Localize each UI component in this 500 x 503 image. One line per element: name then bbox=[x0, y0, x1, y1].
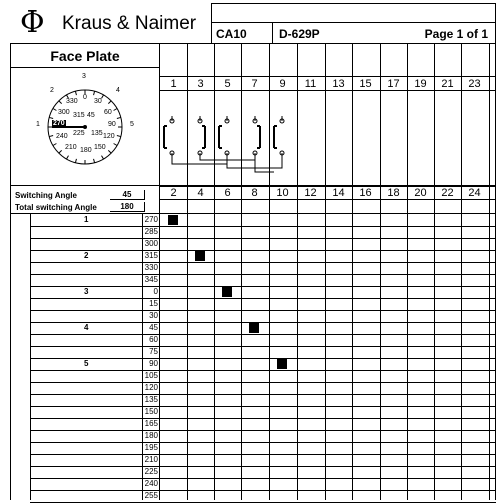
dial-angle-highlight: 270 bbox=[53, 120, 65, 127]
dial-angle: 45 bbox=[87, 112, 95, 119]
page-indicator: Page 1 of 1 bbox=[424, 27, 488, 41]
face-plate-dial bbox=[30, 70, 140, 180]
angle-value: 135 bbox=[144, 395, 158, 404]
contact-closed-marker bbox=[195, 251, 205, 261]
contact-number-bottom: 8 bbox=[251, 187, 258, 199]
dial-angle: 150 bbox=[94, 144, 106, 151]
switching-angle-label: Switching Angle bbox=[15, 191, 77, 200]
angle-value: 195 bbox=[144, 443, 158, 452]
total-switching-angle-value: 180 bbox=[110, 202, 145, 212]
face-plate-title: Face Plate bbox=[50, 48, 120, 64]
contact-number-top: 9 bbox=[279, 78, 286, 90]
position-label-5: 5 bbox=[130, 121, 134, 128]
contact-number-top: 3 bbox=[197, 78, 204, 90]
dial-angle: 120 bbox=[103, 133, 115, 140]
angle-value: 45 bbox=[149, 323, 158, 332]
contact-number-top: 19 bbox=[414, 78, 427, 90]
dial-angle: 30 bbox=[94, 98, 102, 105]
dial-angle: 240 bbox=[56, 133, 68, 140]
angle-value: 330 bbox=[144, 263, 158, 272]
contact-closed-marker bbox=[249, 323, 259, 333]
position-number: 5 bbox=[84, 359, 89, 368]
dial-angle: 135 bbox=[91, 130, 103, 137]
position-number: 1 bbox=[84, 215, 89, 224]
angle-value: 180 bbox=[144, 431, 158, 440]
dial-angle: 60 bbox=[104, 109, 112, 116]
contact-number-top: 7 bbox=[251, 78, 258, 90]
contact-number-bottom: 2 bbox=[170, 187, 177, 199]
contact-number-bottom: 4 bbox=[197, 187, 204, 199]
contact-closed-marker bbox=[168, 215, 178, 225]
contact-number-bottom: 20 bbox=[414, 187, 427, 199]
angle-value: 315 bbox=[144, 251, 158, 260]
angle-value: 0 bbox=[153, 287, 158, 296]
contact-number-top: 17 bbox=[387, 78, 400, 90]
drawing-number: D-629P bbox=[279, 27, 320, 41]
dial-angle: 0 bbox=[83, 94, 87, 101]
angle-value: 105 bbox=[144, 371, 158, 380]
dial-angle: 300 bbox=[58, 109, 70, 116]
angle-value: 60 bbox=[149, 335, 158, 344]
contact-number-top: 11 bbox=[304, 78, 317, 90]
position-number: 3 bbox=[84, 287, 89, 296]
position-label-3: 3 bbox=[82, 73, 86, 80]
contact-number-bottom: 16 bbox=[359, 187, 372, 199]
angle-value: 255 bbox=[144, 491, 158, 500]
angle-value: 300 bbox=[144, 239, 158, 248]
angle-value: 225 bbox=[144, 467, 158, 476]
dial-angle: 330 bbox=[66, 98, 78, 105]
angle-value: 270 bbox=[144, 215, 158, 224]
dial-angle: 315 bbox=[73, 112, 85, 119]
contact-number-bottom: 22 bbox=[441, 187, 454, 199]
contact-closed-marker bbox=[222, 287, 232, 297]
contact-number-bottom: 12 bbox=[304, 187, 317, 199]
angle-value: 75 bbox=[149, 347, 158, 356]
contact-number-bottom: 14 bbox=[332, 187, 345, 199]
angle-value: 345 bbox=[144, 275, 158, 284]
contact-number-bottom: 10 bbox=[276, 187, 289, 199]
angle-value: 120 bbox=[144, 383, 158, 392]
angle-value: 90 bbox=[149, 359, 158, 368]
angle-value: 30 bbox=[149, 311, 158, 320]
position-number: 4 bbox=[84, 323, 89, 332]
dial-angle: 225 bbox=[73, 130, 85, 137]
logo-symbol: Φ bbox=[20, 5, 45, 40]
model-number: CA10 bbox=[216, 27, 247, 41]
dial-angle: 210 bbox=[65, 144, 77, 151]
contact-number-top: 13 bbox=[332, 78, 345, 90]
total-switching-angle-label: Total switching Angle bbox=[15, 203, 97, 212]
contact-number-bottom: 24 bbox=[468, 187, 481, 199]
contact-closed-marker bbox=[277, 359, 287, 369]
position-number: 2 bbox=[84, 251, 89, 260]
contact-wiring-diagram bbox=[160, 92, 495, 184]
dial-angle: 90 bbox=[108, 121, 116, 128]
position-label-2: 2 bbox=[50, 87, 54, 94]
contact-number-top: 23 bbox=[468, 78, 481, 90]
contact-number-top: 21 bbox=[441, 78, 454, 90]
angle-value: 15 bbox=[149, 299, 158, 308]
contact-number-bottom: 18 bbox=[387, 187, 400, 199]
angle-value: 210 bbox=[144, 455, 158, 464]
position-label-1: 1 bbox=[36, 121, 40, 128]
contact-number-top: 1 bbox=[170, 78, 177, 90]
contact-number-top: 5 bbox=[224, 78, 231, 90]
angle-value: 285 bbox=[144, 227, 158, 236]
angle-value: 240 bbox=[144, 479, 158, 488]
contact-number-bottom: 6 bbox=[224, 187, 231, 199]
contact-number-top: 15 bbox=[359, 78, 372, 90]
company-name: Kraus & Naimer bbox=[62, 13, 197, 34]
dial-angle: 180 bbox=[80, 147, 92, 154]
position-label-4: 4 bbox=[116, 87, 120, 94]
angle-value: 150 bbox=[144, 407, 158, 416]
angle-value: 165 bbox=[144, 419, 158, 428]
switching-angle-value: 45 bbox=[110, 190, 145, 200]
